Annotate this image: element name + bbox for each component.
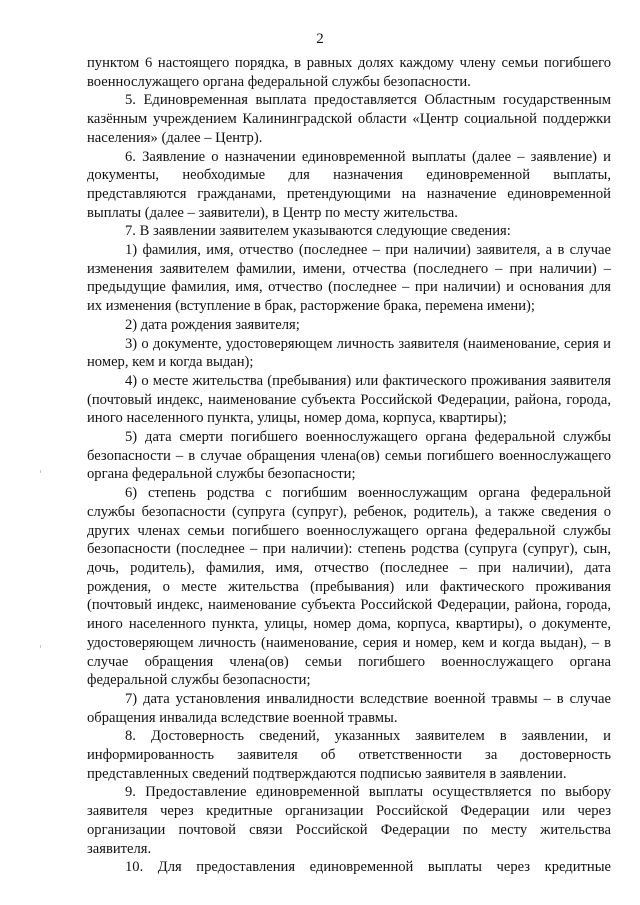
paragraph-7: 7. В заявлении заявителем указываются следующие сведения:	[125, 223, 511, 240]
paragraph-10: 10. Для предоставления единовременной выплаты через кредитные	[125, 859, 611, 876]
paragraph-continuation: пунктом 6 настоящего порядка, в равных долях каждому члену семьи погибшего военнослужащего органа федеральной службы безопасности.	[87, 55, 611, 90]
paragraph-7-item-7: 7) дата установления инвалидности вследствие военной травмы – в случае обращения инвалида вследствие военной травмы.	[87, 690, 611, 726]
paragraph-8: 8. Достоверность сведений, указанных заявителем в заявлении, и информированность заявителя об ответственности за достоверность представленных сведений подтверждаются подписью заявителя в заявлении.	[87, 728, 611, 782]
scan-artifact	[40, 645, 41, 648]
paragraph-6: 6. Заявление о назначении единовременной выплаты (далее – заявление) и документы, необходимые для назначения единовременной выплаты, представляются гражданами, претендующими на назначение единовременной выплаты (далее – заявители), в Центр по месту жительства.	[87, 148, 611, 221]
paragraph-7-item-1: 1) фамилия, имя, отчество (последнее – при наличии) заявителя, а в случае изменения заявителем фамилии, имени, отчества (последнего – при наличии) – предыдущие фамилия, имя, отчество (последнее – при наличии) и основания для их изменения (вступление в брак, расторжение брака, перемена имени);	[87, 242, 611, 315]
scan-artifact	[40, 470, 41, 473]
paragraph-7-item-5: 5) дата смерти погибшего военнослужащего органа федеральной службы безопасности – в случае обращения члена(ов) семьи погибшего военнослужащего органа федеральной службы безопасности;	[87, 429, 611, 483]
page-number: 2	[316, 31, 324, 47]
paragraph-7-item-4: 4) о месте жительства (пребывания) или фактического проживания заявителя (почтовый индекс, наименование субъекта Российской Федерации, района, города, иного населенного пункта, улицы, номер дома, корпуса, квартиры);	[87, 372, 611, 427]
paragraph-7-item-2: 2) дата рождения заявителя;	[125, 316, 300, 333]
document-body	[87, 54, 611, 877]
paragraph-5: 5. Единовременная выплата предоставляется Областным государственным казённым учреждением Калининградской области «Центр социальной поддержки населения» (далее – Центр).	[87, 92, 611, 146]
paragraph-7-item-6: 6) степень родства с погибшим военнослужащим органа федеральной службы безопасности (супруга (супруг), ребенок, родитель), а также сведения о других членах семьи погибшего военнослужащего органа федеральной службы безопасности (последнее – при наличии): степень родства (супруга (супруг), сын, дочь, родитель), фамилия, имя, отчество (последнее – при наличии), дата рождения, о месте жительства (пребывания) или фактического проживания (почтовый индекс, наименование субъекта Российской Федерации, района, города, иного населенного пункта, улицы, номер дома, корпуса, квартиры), о документе, удостоверяющем личность (наименование, серия и номер, кем и когда выдан), – в случае обращения члена(ов) семьи погибшего военнослужащего органа федеральной службы безопасности;	[87, 485, 611, 689]
paragraph-7-item-3: 3) о документе, удостоверяющем личность заявителя (наименование, серия и номер, кем и когда выдан);	[87, 335, 611, 371]
paragraph-9: 9. Предоставление единовременной выплаты осуществляется по выбору заявителя через кредитные организации Российской Федерации или через организации почтовой связи Российской Федерации по месту жительства заявителя.	[87, 784, 611, 857]
